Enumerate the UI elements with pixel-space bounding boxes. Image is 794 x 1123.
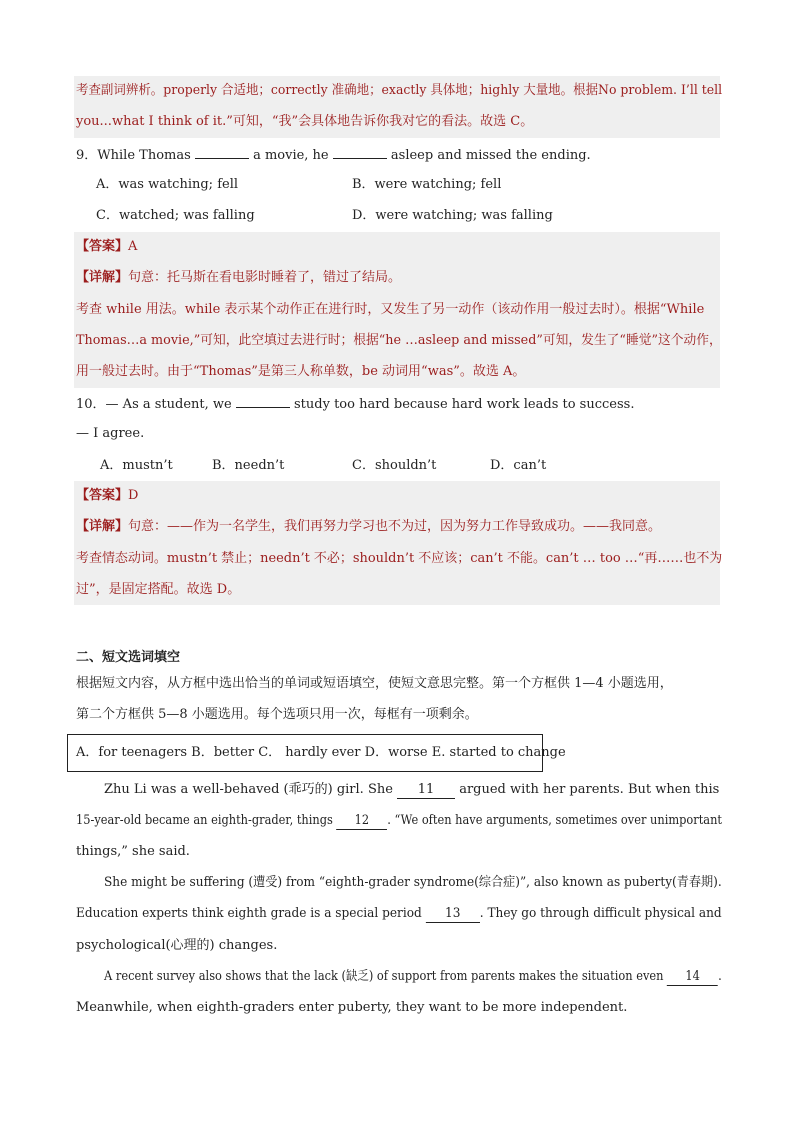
q9-detail-2: 考查 while 用法。while 表示某个动作正在进行时，又发生了另一动作（该动作用一般过去时）。根据“While — [76, 302, 705, 317]
blank-12: 12 — [337, 813, 388, 830]
q10-answer-label: 【答案】 — [76, 488, 129, 503]
passage-p2-line2 — [76, 904, 722, 924]
word-choice-box — [67, 734, 566, 772]
q10-stem-a: — As a student, we — [105, 397, 232, 412]
q10-detail-2: 考查情态动词。mustn’t 禁止；needn’t 不必；shouldn’t 不应该；can’t 不能。can’t … too …“再……也不为 — [76, 551, 723, 566]
q10-detail-text-1: 句意：——作为一名学生，我们再努力学习也不为过，因为努力工作导致成功。——我同意。 — [128, 519, 662, 534]
passage-p3-b: . — [718, 969, 722, 984]
q9-option-b: B．were watching; fell — [352, 177, 502, 192]
passage-p3-a: A recent survey also shows that the lack (缺乏) of support from parents makes the situation even — [104, 969, 664, 984]
q9-option-a: A．was watching; fell — [96, 177, 239, 192]
q9-blank-2 — [333, 144, 387, 159]
blank-11: 11 — [397, 782, 455, 799]
passage-p2-line1: She might be suffering (遭受) from “eighth-grader syndrome(综合症)”, also known as puberty(青春期). — [104, 875, 722, 890]
passage-p2-b: Education experts think eighth grade is a special period — [76, 906, 422, 921]
passage-p1-d: . “We often have arguments, sometimes over unimportant — [387, 813, 723, 828]
q9-detail-4: 用一般过去时。由于“Thomas”是第三人称单数，be 动词用“was”。故选 A。 — [76, 364, 526, 379]
passage-p3-line2: Meanwhile, when eighth-graders enter puberty, they want to be more independent. — [76, 1000, 628, 1015]
passage-p1-a: Zhu Li was a well-behaved (乖巧的) girl. She — [104, 782, 393, 797]
q10-number: 10． — [76, 397, 106, 412]
q9-blank-1 — [195, 144, 249, 159]
passage-p1-b: argued with her parents. But when this — [459, 782, 720, 797]
q10-stem-b: study too hard because hard work leads to success. — [294, 397, 635, 412]
word-choice-options: A．for teenagers B．better C． hardly ever D．worse E. started to change — [76, 745, 566, 760]
blank-14: 14 — [667, 969, 718, 986]
q9-detail-1 — [76, 268, 401, 288]
q8-detail-line1: 考查副词辨析。properly 合适地；correctly 准确地；exactly 具体地；highly 大量地。根据No problem. I’ll tell — [76, 83, 723, 98]
passage-p1-line3: things,” she said. — [76, 844, 190, 859]
q10-detail-1 — [76, 517, 661, 537]
q9-stem-b: a movie, he — [253, 148, 329, 163]
q9-number: 9． — [76, 148, 98, 163]
q9-detail-3: Thomas…a movie,”可知，此空填过去进行时；根据“he …asleep and missed”可知，发生了“睡觉”这个动作， — [76, 333, 722, 348]
q9-answer-value: A — [128, 239, 138, 254]
q9-option-c: C．watched; was falling — [96, 208, 255, 223]
q8-detail-line2: you...what I think of it.”可知，“我”会具体地告诉你我对它的看法。故选 C。 — [76, 114, 534, 129]
q10-option-b: B．needn’t — [212, 458, 285, 473]
q10-option-a: A．mustn’t — [100, 458, 173, 473]
passage-p1-line1 — [104, 780, 719, 800]
q10-blank — [236, 393, 290, 408]
section2-instruction-1: 根据短文内容，从方框中选出恰当的单词或短语填空，使短文意思完整。第一个方框供 1—4 小题选用， — [76, 676, 673, 691]
q10-stem — [76, 393, 634, 415]
q9-answer-label: 【答案】 — [76, 239, 129, 254]
q10-answer — [76, 486, 138, 506]
q9-stem — [76, 144, 591, 166]
q9-answer — [76, 237, 137, 257]
passage-p2-line3: psychological(心理的) changes. — [76, 938, 278, 953]
passage-p3-line1 — [104, 967, 722, 987]
q9-option-d: D．were watching; was falling — [352, 208, 553, 223]
q9-stem-a: While Thomas — [97, 148, 191, 163]
q10-option-d: D．can’t — [490, 458, 547, 473]
passage-p1-line2 — [76, 811, 722, 831]
q9-stem-c: asleep and missed the ending. — [390, 148, 591, 163]
passage-p1-c: 15-year-old became an eighth-grader, things — [76, 813, 333, 828]
q9-detail-text-1: 句意：托马斯在看电影时睡着了，错过了结局。 — [128, 270, 402, 285]
q9-detail-label: 【详解】 — [76, 270, 129, 285]
passage-p2-c: . They go through difficult physical and — [479, 906, 722, 921]
q10-detail-3: 过”，是固定搭配。故选 D。 — [76, 582, 241, 597]
section2-instruction-2: 第二个方框供 5—8 小题选用。每个选项只用一次，每框有一项剩余。 — [76, 707, 478, 722]
section2-title: 二、短文选词填空 — [76, 650, 181, 665]
q10-reply: — I agree. — [76, 426, 145, 441]
q10-option-c: C．shouldn’t — [352, 458, 437, 473]
blank-13: 13 — [426, 906, 480, 923]
q10-answer-value: D — [128, 488, 139, 503]
q10-detail-label: 【详解】 — [76, 519, 129, 534]
